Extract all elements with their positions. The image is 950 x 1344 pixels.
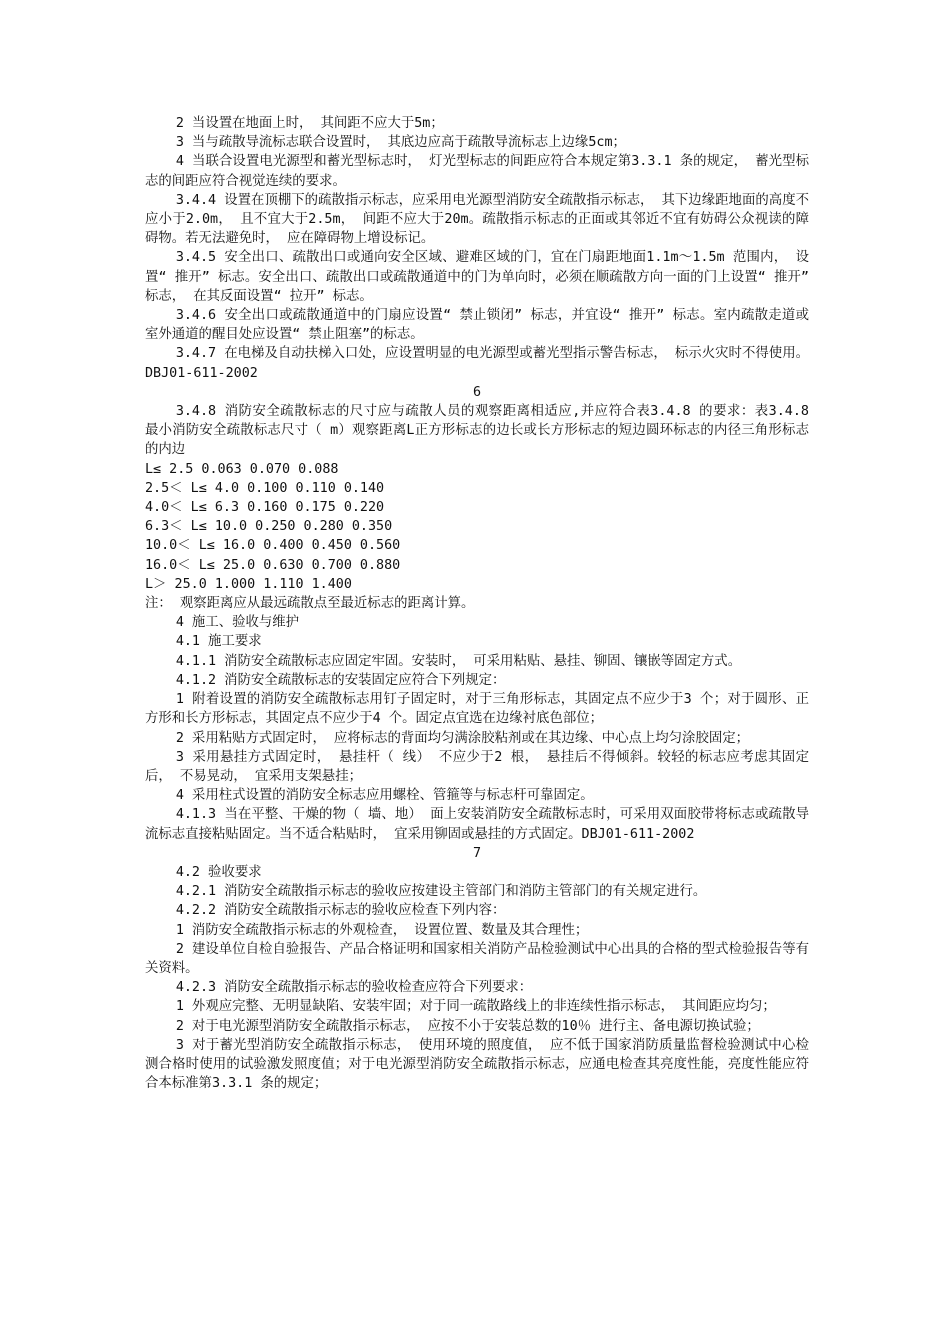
table-line: 4.0＜ L≤ 6.3 0.160 0.175 0.220 — [145, 500, 385, 516]
paragraph: 3.4.7 在电梯及自动扶梯入口处，应设置明显的电光源型或蓄光型指示警告标志， 标示火灾时不得使用。DBJ01-611-2002 — [145, 346, 809, 381]
paragraph: 2 采用粘贴方式固定时， 应将标志的背面均匀满涂胶粘剂或在其边缘、中心点上均匀涂胶固定； — [175, 730, 750, 746]
table-line: L＞ 25.0 1.000 1.110 1.400 — [145, 576, 352, 592]
paragraph: 4.1.1 消防安全疏散标志应固定牢固。安装时， 可采用粘贴、悬挂、铆固、镶嵌等固定方式。 — [175, 653, 742, 669]
page-number: 7 — [472, 845, 482, 861]
paragraph: 4 采用柱式设置的消防安全标志应用螺栓、管箍等与标志杆可靠固定。 — [175, 788, 594, 804]
paragraph: 3 对于蓄光型消防安全疏散指示标志， 使用环境的照度值， 应不低于国家消防质量监督检验测试中心检测合格时使用的试验激发照度值；对于电光源型消防安全疏散指示标志，应通电检查其亮度性能，亮度性能应符合本标准第3.3.1 条的规定； — [145, 1037, 809, 1092]
paragraph: 2 对于电光源型消防安全疏散指示标志， 应按不小于安装总数的10％ 进行主、备电源切换试验； — [175, 1018, 760, 1034]
paragraph: 4.1.2 消防安全疏散标志的安装固定应符合下列规定： — [175, 672, 506, 688]
paragraph: 4.2.3 消防安全疏散指示标志的验收检查应符合下列要求： — [175, 980, 533, 996]
table-line: 注： 观察距离应从最远疏散点至最近标志的距离计算。 — [145, 596, 475, 612]
paragraph: 2 当设置在地面上时， 其间距不应大于5m； — [175, 116, 444, 131]
paragraph: 3.4.4 设置在顶棚下的疏散指示标志，应采用电光源型消防安全疏散指示标志， 其下边缘距地面的高度不应小于2.0m， 且不宜大于2.5m， 间距不应大于20m。疏散指示标志的正面或其邻近不宜有妨碍公众视读的障碍物。若无法避免时， 应在障碍物上增设标记。 — [145, 192, 809, 247]
paragraph: 4.1.3 当在平整、干燥的物（ 墙、地） 面上安装消防安全疏散标志时，可采用双面胶带将标志或疏散导流标志直接粘贴固定。当不适合粘贴时， 宜采用铆固或悬挂的方式固定。DBJ01-611-2002 — [145, 807, 809, 842]
paragraph: 1 附着设置的消防安全疏散标志用钉子固定时，对于三角形标志，其固定点不应少于3 个；对于圆形、正方形和长方形标志，其固定点不应少于4 个。固定点宜选在边缘衬底色部位； — [145, 692, 809, 727]
table-line: L≤ 2.5 0.063 0.070 0.088 — [145, 461, 339, 477]
paragraph: 3.4.8 消防安全疏散标志的尺寸应与疏散人员的观察距离相适应,并应符合表3.4.8 的要求：表3.4.8 最小消防安全疏散标志尺寸（ m）观察距离L正方形标志的边长或长方形标志的短边圆环标志的内径三角形标志的内边 — [145, 404, 809, 458]
paragraph: 1 消防安全疏散指示标志的外观检查， 设置位置、数量及其合理性； — [175, 922, 589, 938]
table-line: 10.0＜ L≤ 16.0 0.400 0.450 0.560 — [145, 538, 401, 554]
paragraph: 4.2 验收要求 — [175, 864, 262, 880]
paragraph: 2 建设单位自检自验报告、产品合格证明和国家相关消防产品检验测试中心出具的合格的型式检验报告等有关资料。 — [145, 941, 809, 976]
paragraph: 4 施工、验收与维护 — [175, 615, 300, 631]
paragraph: 4.2.1 消防安全疏散指示标志的验收应按建设主管部门和消防主管部门的有关规定进行。 — [175, 884, 707, 900]
document-body — [145, 114, 809, 1093]
table-line: 6.3＜ L≤ 10.0 0.250 0.280 0.350 — [145, 519, 393, 535]
paragraph: 4.1 施工要求 — [175, 634, 262, 650]
table-line: 2.5＜ L≤ 4.0 0.100 0.110 0.140 — [145, 480, 385, 496]
paragraph: 4.2.2 消防安全疏散指示标志的验收应检查下列内容： — [175, 903, 506, 919]
paragraph: 3 采用悬挂方式固定时， 悬挂杆（ 线） 不应少于2 根， 悬挂后不得倾斜。较轻的标志应考虑其固定后， 不易晃动， 宜采用支架悬挂； — [145, 749, 809, 784]
table-line: 16.0＜ L≤ 25.0 0.630 0.700 0.880 — [145, 557, 401, 573]
paragraph: 3.4.5 安全出口、疏散出口或通向安全区域、避难区域的门，宜在门扇距地面1.1m～1.5m 范围内， 设置“ 推开” 标志。安全出口、疏散出口或疏散通道中的门为单向时，必须在顺疏散方向一面的门上设置“ 推开” 标志， 在其反面设置“ 拉开” 标志。 — [145, 250, 809, 304]
paragraph: 3.4.6 安全出口或疏散通道中的门扇应设置“ 禁止锁闭” 标志，并宜设“ 推开” 标志。室内疏散走道或室外通道的醒目处应设置“ 禁止阻塞”的标志。 — [145, 308, 809, 343]
paragraph: 1 外观应完整、无明显缺陷、安装牢固；对于同一疏散路线上的非连续性指示标志， 其间距应均匀； — [175, 999, 776, 1015]
paragraph: 3 当与疏散导流标志联合设置时， 其底边应高于疏散导流标志上边缘5cm； — [175, 135, 626, 151]
page-number: 6 — [472, 384, 482, 400]
paragraph: 4 当联合设置电光源型和蓄光型标志时， 灯光型标志的间距应符合本规定第3.3.1 条的规定， 蓄光型标志的间距应符合视觉连续的要求。 — [145, 154, 809, 189]
